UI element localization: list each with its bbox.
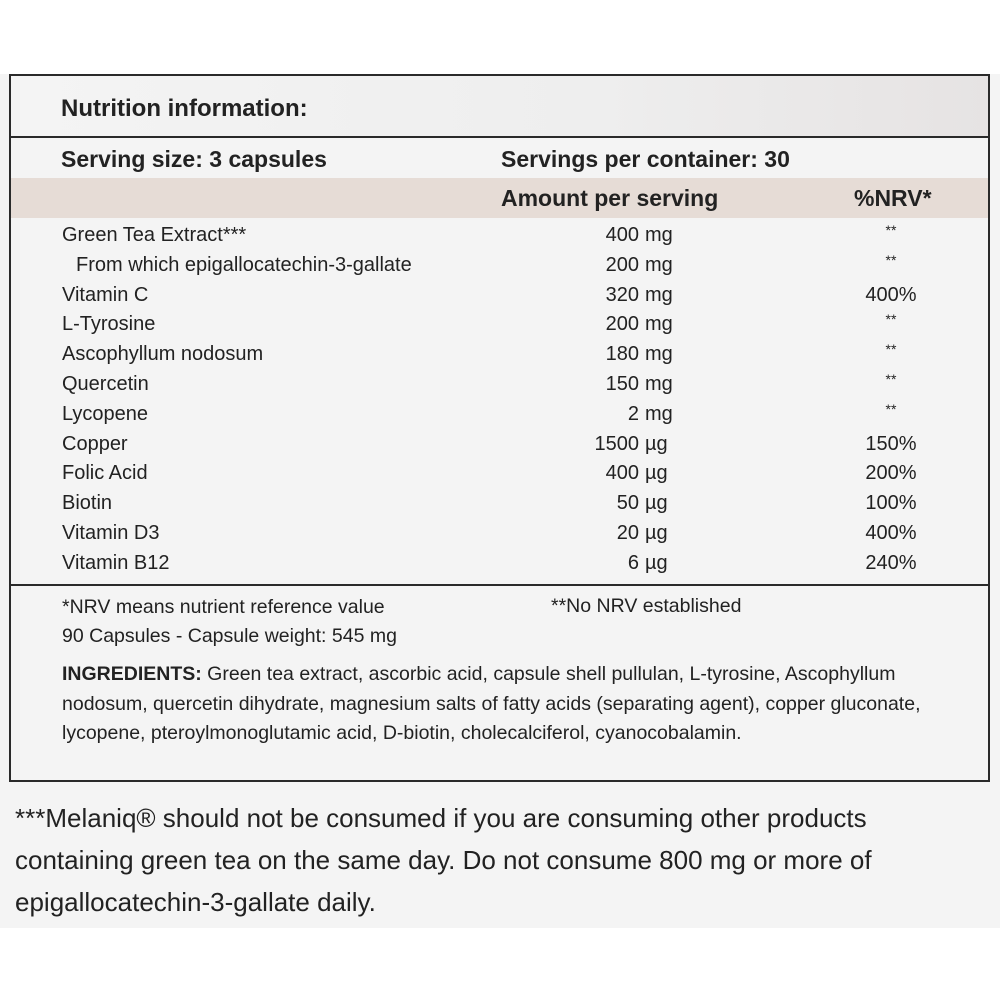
nutrient-row: [11, 488, 988, 518]
nutrient-row: [11, 309, 988, 339]
servings-per-container: Servings per container: 30: [501, 146, 790, 172]
nutrient-row: [11, 399, 988, 429]
nutrition-panel: [9, 74, 990, 782]
nutrient-unit: mg: [645, 372, 673, 395]
capsules-note: 90 Capsules - Capsule weight: 545 mg: [62, 625, 397, 647]
ingredients-text: Green tea extract, ascorbic acid, capsule shell pullulan, L-tyrosine, Ascophyllum nodosum, quercetin dihydrate, magnesium salts of fatty acids (separating agent), copper gluconate, lycopene, pteroylmonoglutamic acid, D-biotin, cholecalciferol, cyanocobalamin.: [62, 663, 921, 744]
amount-per-serving-header: Amount per serving: [501, 185, 719, 211]
nutrient-name: Biotin: [62, 492, 113, 515]
nutrient-unit: mg: [645, 402, 673, 425]
nutrient-name: Lycopene: [62, 402, 148, 425]
nutrient-amount: 2: [627, 402, 639, 425]
nutrient-nrv: 100%: [865, 492, 917, 515]
nutrient-amount: 400: [605, 224, 639, 246]
nutrient-amount: 20: [616, 521, 639, 544]
nrv-header: %NRV*: [854, 185, 932, 211]
nutrient-name: L-Tyrosine: [62, 313, 156, 336]
nutrient-unit: mg: [645, 253, 673, 276]
nutrient-amount: 200: [605, 313, 639, 336]
nutrition-title: Nutrition information:: [61, 95, 308, 122]
nutrient-row: [11, 280, 988, 310]
nutrient-amount: 1500: [594, 432, 639, 455]
nutrient-nrv: **: [885, 251, 897, 268]
nutrient-amount: 6: [627, 551, 639, 574]
nutrient-name: Vitamin D3: [62, 521, 160, 544]
nutrient-row: [11, 458, 988, 488]
top-margin: [0, 0, 1000, 74]
nutrient-unit: µg: [645, 551, 668, 574]
nutrient-name: Ascophyllum nodosum: [62, 343, 264, 366]
nutrient-unit: mg: [645, 343, 673, 366]
no-nrv-footnote: **No NRV established: [551, 595, 742, 617]
nutrient-row: [11, 548, 988, 578]
nutrient-unit: mg: [645, 224, 673, 246]
nutrient-amount: 320: [605, 283, 639, 306]
nutrient-unit: mg: [645, 283, 673, 306]
nutrient-name: Vitamin B12: [62, 551, 170, 574]
nutrient-nrv: **: [885, 311, 897, 328]
nutrient-row: [11, 518, 988, 548]
nutrient-unit: µg: [645, 492, 668, 515]
ingredients-label: INGREDIENTS:: [62, 663, 202, 685]
nutrient-row: [11, 339, 988, 369]
nutrient-unit: µg: [645, 462, 668, 485]
nutrient-table: [11, 220, 988, 578]
nutrient-nrv: 400%: [865, 283, 917, 306]
nutrient-unit: mg: [645, 313, 673, 336]
nutrient-unit: µg: [645, 521, 668, 544]
nutrient-nrv: 150%: [865, 432, 917, 455]
nrv-footnote: *NRV means nutrient reference value: [62, 596, 385, 618]
nutrient-name: Quercetin: [62, 372, 149, 395]
nutrient-row: [11, 369, 988, 399]
nutrient-row: [11, 220, 988, 250]
nutrient-nrv: **: [885, 222, 897, 238]
amount-header-row: [11, 178, 988, 218]
nutrient-nrv: **: [885, 341, 897, 358]
nutrient-name: Copper: [62, 432, 128, 455]
nutrient-row: [11, 429, 988, 459]
nutrient-amount: 150: [605, 372, 639, 395]
nutrient-name: Folic Acid: [62, 462, 148, 485]
nutrition-header: [11, 76, 988, 138]
nutrient-nrv: 200%: [865, 462, 917, 485]
nutrient-amount: 50: [616, 492, 639, 515]
nutrient-name: Green Tea Extract***: [62, 224, 247, 246]
nutrient-row: [11, 250, 988, 280]
serving-size: Serving size: 3 capsules: [61, 146, 327, 172]
nutrient-nrv: **: [885, 370, 897, 387]
nutrient-amount: 180: [605, 343, 639, 366]
consumption-warning: ***Melaniq® should not be consumed if you are consuming other products containing green tea on the same day. Do not consume 800 mg or more of epigallocatechin-3-gallate daily.: [15, 803, 872, 917]
nutrient-name: From which epigallocatechin-3-gallate: [76, 253, 412, 276]
table-divider: [11, 584, 988, 586]
nutrient-nrv: **: [885, 400, 897, 417]
ingredients-block: [62, 660, 982, 749]
bottom-margin: [0, 928, 1000, 1000]
nutrient-unit: µg: [645, 432, 668, 455]
nutrient-amount: 200: [605, 253, 639, 276]
serving-info-row: [11, 138, 988, 178]
nutrient-nrv: 240%: [865, 551, 917, 574]
nutrient-name: Vitamin C: [62, 283, 149, 306]
nutrient-nrv: 400%: [865, 521, 917, 544]
nutrient-amount: 400: [605, 462, 639, 485]
